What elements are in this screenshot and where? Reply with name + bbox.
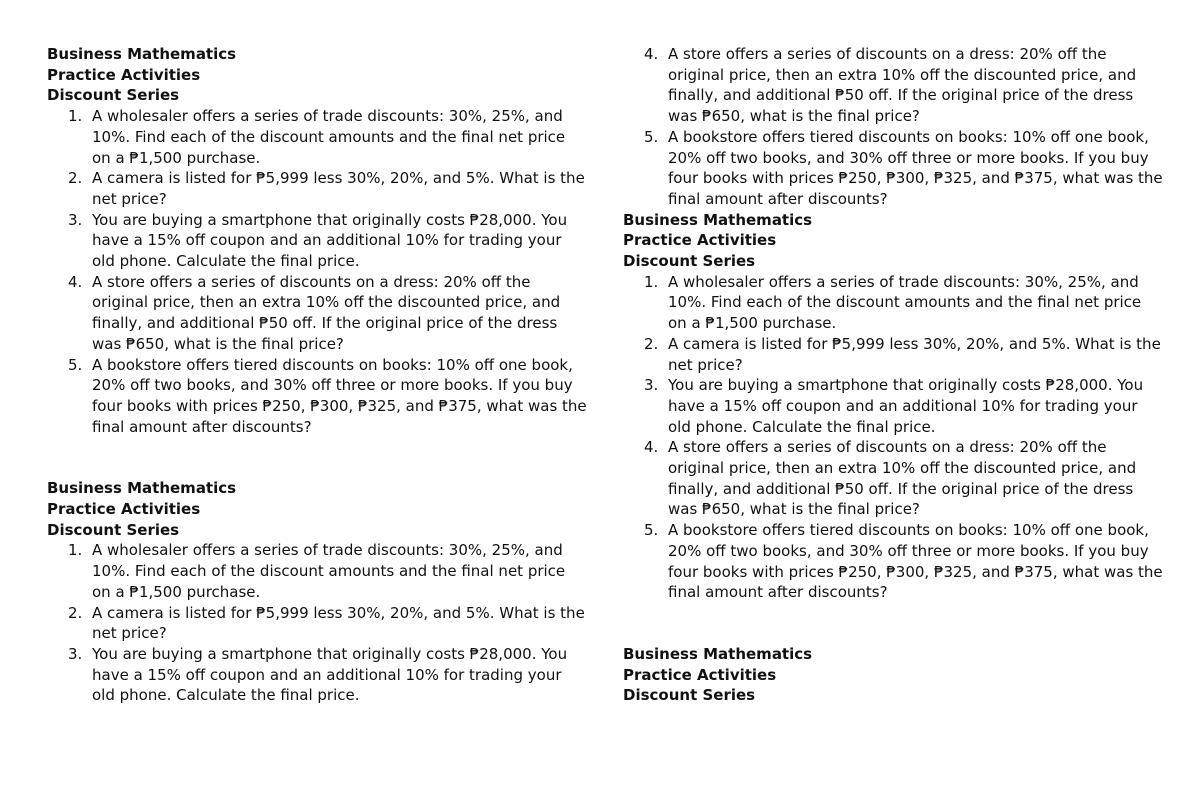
problem-list — [623, 44, 1163, 210]
activity-heading: Practice Activities — [47, 500, 201, 519]
problem-text: A store offers a series of discounts on a dress: 20% off the original price, then an extra 10% off the discounted price, and finally, and additional ₱50 off. If the original price of the dress was ₱650, what is the final price? — [668, 45, 1137, 126]
problem-text: You are buying a smartphone that originally costs ₱28,000. You have a 15% off coupon and an additional 10% for trading your old phone. Calculate the final price. — [92, 644, 568, 705]
course-heading: Business Mathematics — [623, 210, 813, 229]
left-column — [47, 44, 587, 706]
problem-text: A bookstore offers tiered discounts on books: 10% off one book, 20% off two books, and 30% off three or more books. If you buy four books with prices ₱250, ₱300, ₱325, and ₱375, what was the final amount after discounts? — [668, 521, 1163, 602]
problem-text: A camera is listed for ₱5,999 less 30%, 20%, and 5%. What is the net price? — [668, 334, 1161, 374]
course-heading: Business Mathematics — [47, 45, 237, 63]
problem-text: A wholesaler offers a series of trade discounts: 30%, 25%, and 10%. Find each of the discount amounts and the final net price on a ₱1,500 purchase. — [668, 272, 1142, 333]
worksheet-block-4 — [623, 644, 1163, 706]
problem-item: 2. A camera is listed for ₱5,999 less 30%, 20%, and 5%. What is the net price? — [644, 334, 1161, 374]
problem-item: 3. You are buying a smartphone that originally costs ₱28,000. You have a 15% off coupon and an additional 10% for trading your old phone. Calculate the final price. — [68, 210, 568, 271]
worksheet-block-3 — [623, 210, 1163, 603]
problem-list — [47, 106, 587, 437]
topic-heading: Discount Series — [623, 252, 756, 271]
problem-text: A wholesaler offers a series of trade discounts: 30%, 25%, and 10%. Find each of the discount amounts and the final net price on a ₱1,500 purchase. — [92, 541, 566, 601]
problem-item: 5. A bookstore offers tiered discounts on books: 10% off one book, 20% off two books, and 30% off three or more books. If you buy four books with prices ₱250, ₱300, ₱325, and ₱375, what was the final amount after discounts? — [68, 355, 587, 436]
activity-heading: Practice Activities — [47, 65, 201, 84]
problem-text: A store offers a series of discounts on a dress: 20% off the original price, then an extra 10% off the discounted price, and finally, and additional ₱50 off. If the original price of the dress was ₱650, what is the final price? — [668, 438, 1137, 519]
right-column — [623, 44, 1163, 706]
course-heading: Business Mathematics — [47, 479, 237, 498]
worksheet-block-2 — [47, 478, 587, 706]
problem-item: 3. You are buying a smartphone that originally costs ₱28,000. You have a 15% off coupon and an additional 10% for trading your old phone. Calculate the final price. — [644, 376, 1144, 436]
problem-text: A store offers a series of discounts on a dress: 20% off the original price, then an extra 10% off the discounted price, and finally, and additional ₱50 off. If the original price of the dress was ₱650, what is the final price? — [92, 272, 561, 353]
activity-heading: Practice Activities — [623, 665, 777, 684]
problem-item: 1. A wholesaler offers a series of trade discounts: 30%, 25%, and 10%. Find each of the discount amounts and the final net price on a ₱1,500 purchase. — [644, 272, 1142, 333]
problem-text: A wholesaler offers a series of trade discounts: 30%, 25%, and 10%. Find each of the discount amounts and the final net price on a ₱1,500 purchase. — [92, 107, 566, 167]
problem-text: A camera is listed for ₱5,999 less 30%, 20%, and 5%. What is the net price? — [92, 169, 585, 208]
activity-heading: Practice Activities — [623, 231, 777, 250]
problem-item: 3. You are buying a smartphone that originally costs ₱28,000. You have a 15% off coupon and an additional 10% for trading your old phone. Calculate the final price. — [68, 644, 568, 705]
problem-item: 2. A camera is listed for ₱5,999 less 30%, 20%, and 5%. What is the net price? — [68, 169, 585, 208]
worksheet-block-1-continued — [623, 44, 1163, 210]
problem-item: 5. A bookstore offers tiered discounts on books: 10% off one book, 20% off two books, and 30% off three or more books. If you buy four books with prices ₱250, ₱300, ₱325, and ₱375, what was the final amount after discounts? — [644, 127, 1163, 208]
problem-item: 5. A bookstore offers tiered discounts on books: 10% off one book, 20% off two books, and 30% off three or more books. If you buy four books with prices ₱250, ₱300, ₱325, and ₱375, what was the final amount after discounts? — [644, 521, 1163, 602]
problem-item: 1. A wholesaler offers a series of trade discounts: 30%, 25%, and 10%. Find each of the discount amounts and the final net price on a ₱1,500 purchase. — [68, 541, 566, 601]
topic-heading: Discount Series — [47, 86, 180, 105]
topic-heading: Discount Series — [623, 686, 756, 705]
problem-item: 4. A store offers a series of discounts on a dress: 20% off the original price, then an extra 10% off the discounted price, and finally, and additional ₱50 off. If the original price of the dress was ₱650, what is the final price? — [644, 45, 1137, 126]
problem-text: A camera is listed for ₱5,999 less 30%, 20%, and 5%. What is the net price? — [92, 603, 585, 643]
problem-item: 1. A wholesaler offers a series of trade discounts: 30%, 25%, and 10%. Find each of the discount amounts and the final net price on a ₱1,500 purchase. — [68, 107, 566, 167]
worksheet-block-1 — [47, 44, 587, 437]
problem-text: You are buying a smartphone that originally costs ₱28,000. You have a 15% off coupon and an additional 10% for trading your old phone. Calculate the final price. — [668, 376, 1144, 436]
problem-item: 2. A camera is listed for ₱5,999 less 30%, 20%, and 5%. What is the net price? — [68, 603, 585, 643]
problem-item: 4. A store offers a series of discounts on a dress: 20% off the original price, then an extra 10% off the discounted price, and finally, and additional ₱50 off. If the original price of the dress was ₱650, what is the final price? — [644, 438, 1137, 519]
problem-list — [47, 540, 587, 706]
course-heading: Business Mathematics — [623, 644, 813, 663]
problem-list — [623, 272, 1163, 603]
problem-text: A bookstore offers tiered discounts on books: 10% off one book, 20% off two books, and 30% off three or more books. If you buy four books with prices ₱250, ₱300, ₱325, and ₱375, what was the final amount after discounts? — [668, 127, 1163, 208]
problem-text: You are buying a smartphone that originally costs ₱28,000. You have a 15% off coupon and an additional 10% for trading your old phone. Calculate the final price. — [92, 210, 568, 271]
problem-text: A bookstore offers tiered discounts on books: 10% off one book, 20% off two books, and 30% off three or more books. If you buy four books with prices ₱250, ₱300, ₱325, and ₱375, what was the final amount after discounts? — [92, 355, 587, 436]
problem-item: 4. A store offers a series of discounts on a dress: 20% off the original price, then an extra 10% off the discounted price, and finally, and additional ₱50 off. If the original price of the dress was ₱650, what is the final price? — [68, 272, 561, 353]
topic-heading: Discount Series — [47, 520, 180, 539]
